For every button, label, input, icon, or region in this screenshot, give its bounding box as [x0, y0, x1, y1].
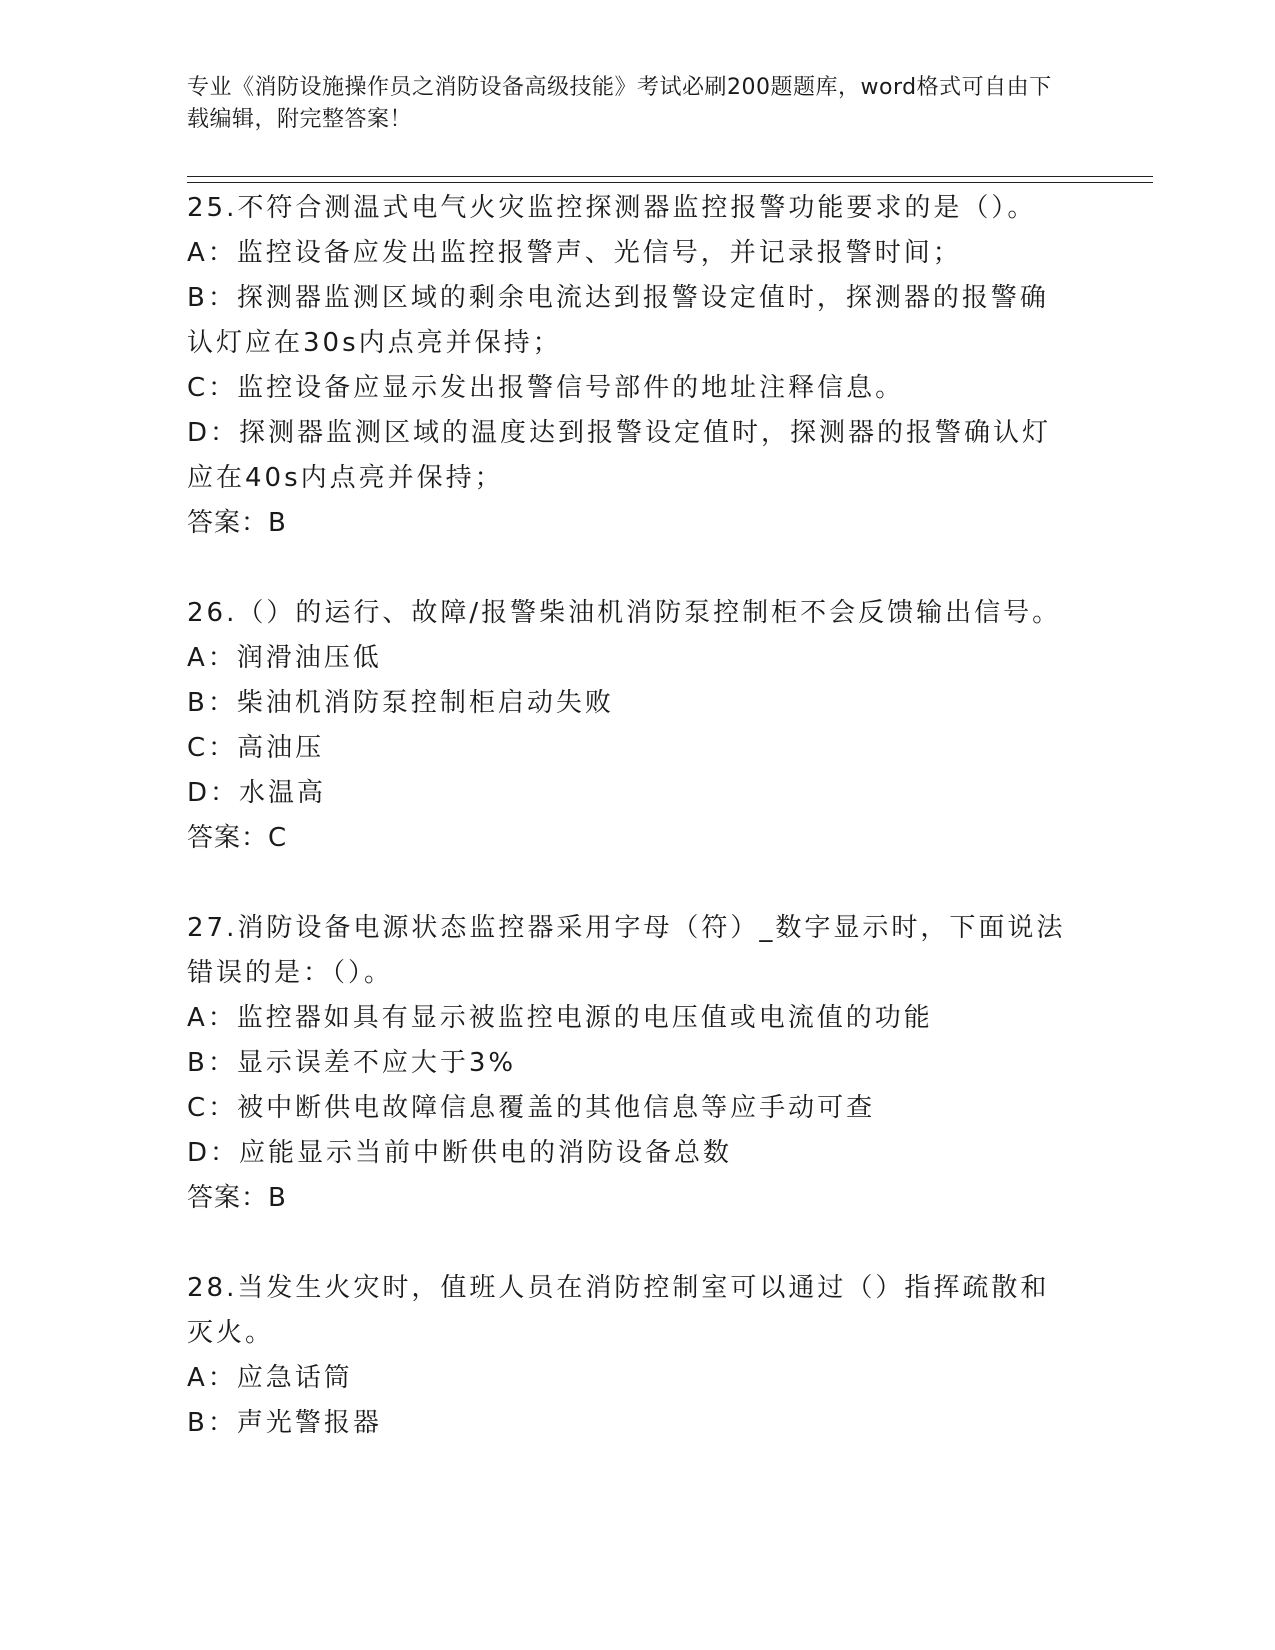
option-b: B：探测器监测区域的剩余电流达到报警设定值时，探测器的报警确认灯应在30s内点亮并保持；	[187, 283, 1049, 358]
option-c: C：被中断供电故障信息覆盖的其他信息等应手动可查	[187, 1093, 876, 1123]
question-stem: 28.当发生火灾时，值班人员在消防控制室可以通过（）指挥疏散和灭火。	[187, 1273, 1050, 1348]
option-b: B：声光警报器	[187, 1408, 382, 1438]
question-list	[187, 186, 1067, 1446]
option-a: A：监控器如具有显示被监控电源的电压值或电流值的功能	[187, 1003, 933, 1033]
question-stem: 27.消防设备电源状态监控器采用字母（符）_数字显示时，下面说法错误的是：（）。	[187, 913, 1066, 988]
question-27	[187, 906, 1067, 1221]
option-a: A：监控设备应发出监控报警声、光信号，并记录报警时间；	[187, 238, 962, 268]
question-spacer	[187, 1221, 1067, 1266]
question-25	[187, 186, 1067, 546]
question-stem: 25.不符合测温式电气火灾监控探测器监控报警功能要求的是（）。	[187, 193, 1037, 223]
option-d: D：探测器监测区域的温度达到报警设定值时，探测器的报警确认灯应在40s内点亮并保持；	[187, 418, 1052, 493]
question-spacer	[187, 546, 1067, 591]
question-28	[187, 1266, 1067, 1446]
answer-label: 答案：C	[187, 823, 288, 853]
document-header: 专业《消防设施操作员之消防设备高级技能》考试必刷200题题库，word格式可自由下载编辑，附完整答案！	[187, 75, 1052, 132]
question-stem: 26.（）的运行、故障/报警柴油机消防泵控制柜不会反馈输出信号。	[187, 598, 1062, 628]
option-b: B：显示误差不应大于3%	[187, 1048, 517, 1078]
answer-label: 答案：B	[187, 1183, 287, 1213]
header-divider-top	[187, 176, 1153, 177]
option-a: A：润滑油压低	[187, 643, 382, 673]
option-d: D：水温高	[187, 778, 327, 808]
question-spacer	[187, 861, 1067, 906]
option-d: D：应能显示当前中断供电的消防设备总数	[187, 1138, 733, 1168]
option-c: C：监控设备应显示发出报警信号部件的地址注释信息。	[187, 373, 905, 403]
option-c: C：高油压	[187, 733, 325, 763]
option-a: A：应急话筒	[187, 1363, 353, 1393]
option-b: B：柴油机消防泵控制柜启动失败	[187, 688, 614, 718]
header-divider-bottom	[187, 182, 1153, 183]
answer-label: 答案：B	[187, 508, 287, 538]
question-26	[187, 591, 1067, 861]
